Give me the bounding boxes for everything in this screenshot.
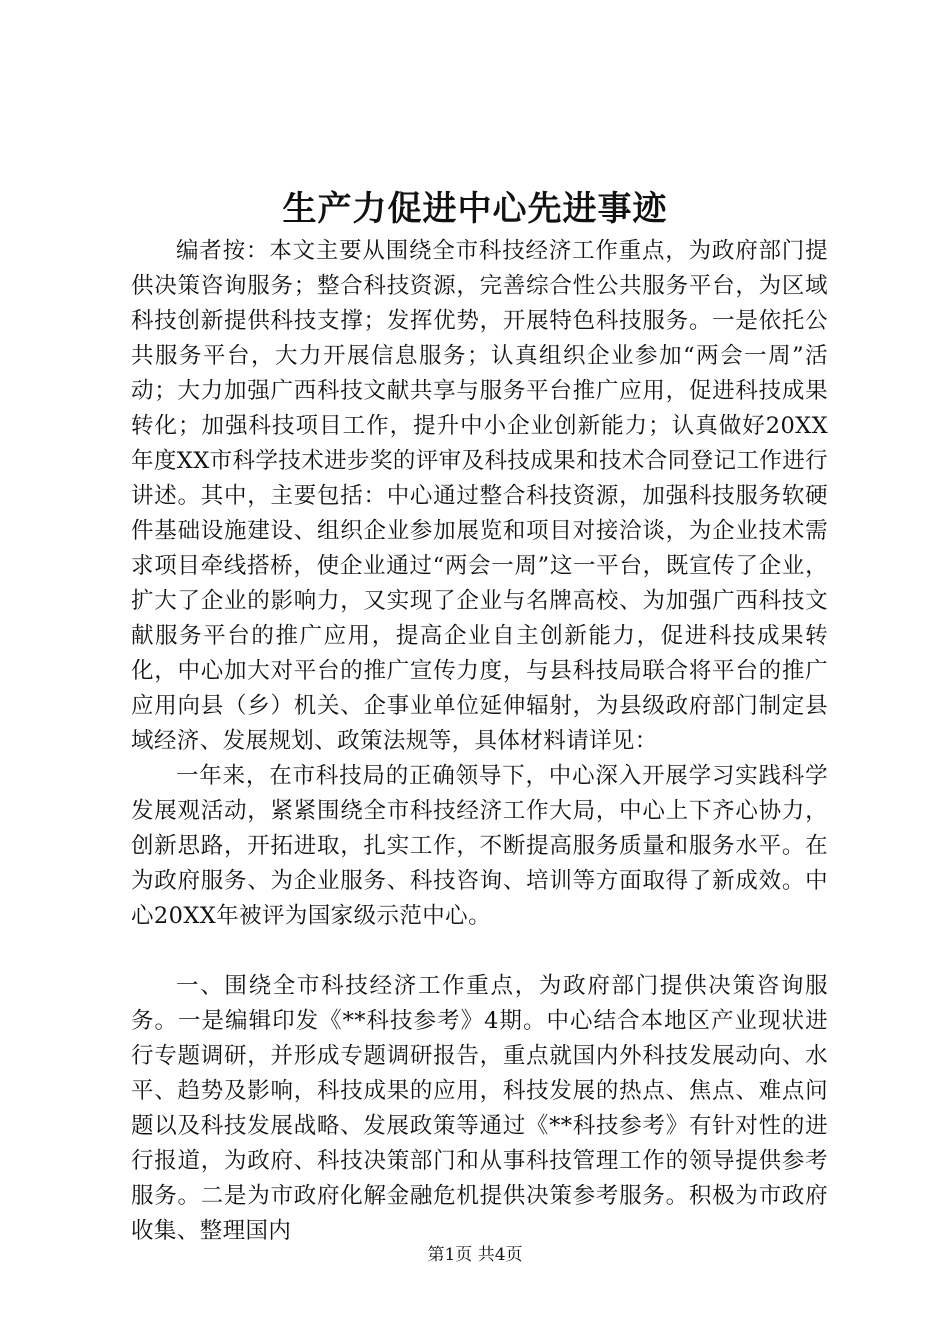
document-body [131,234,828,1249]
document-title: 生产力促进中心先进事迹 [282,189,668,229]
paragraph-editor-note: 编者按：本文主要从围绕全市科技经济工作重点，为政府部门提供决策咨询服务；整合科技资源，完善综合性公共服务平台，为区域科技创新提供科技支撑；发挥优势，开展特色科技服务。一是依托公共服务平台，大力开展信息服务；认真组织企业参加“两会一周”活动；大力加强广西科技文献共享与服务平台推广应用，促进科技成果转化；加强科技项目工作，提升中小企业创新能力；认真做好20XX年度XX市科学技术进步奖的评审及科技成果和技术合同登记工作进行讲述。其中，主要包括：中心通过整合科技资源，加强科技服务软硬件基础设施建设、组织企业参加展览和项目对接洽谈，为企业技术需求项目牵线搭桥，使企业通过“两会一周”这一平台，既宣传了企业，扩大了企业的影响力，又实现了企业与名牌高校、为加强广西科技文献服务平台的推广应用，提高企业自主创新能力，促进科技成果转化，中心加大对平台的推广宣传力度，与县科技局联合将平台的推广应用向县（乡）机关、企事业单位延伸辐射，为县级政府部门制定县域经济、发展规划、政策法规等，具体材料请详见： [131,238,828,754]
page-number-footer: 第1页 共4页 [427,1245,523,1265]
paragraph-summary: 一年来，在市科技局的正确领导下，中心深入开展学习实践科学发展观活动，紧紧围绕全市科技经济工作大局，中心上下齐心协力，创新思路，开拓进取，扎实工作，不断提高服务质量和服务水平。在为政府服务、为企业服务、科技咨询、培训等方面取得了新成效。中心20XX年被评为国家级示范中心。 [131,763,828,929]
paragraph-section-one: 一、围绕全市科技经济工作重点，为政府部门提供决策咨询服务。一是编辑印发《**科技参考》4期。中心结合本地区产业现状进行专题调研，并形成专题调研报告，重点就国内外科技发展动向、水平、趋势及影响，科技成果的应用，科技发展的热点、焦点、难点问题以及科技发展战略、发展政策等通过《**科技参考》有针对性的进行报道，为政府、科技决策部门和从事科技管理工作的领导提供参考服务。二是为市政府化解金融危机提供决策参考服务。积极为市政府收集、整理国内 [131,973,828,1244]
